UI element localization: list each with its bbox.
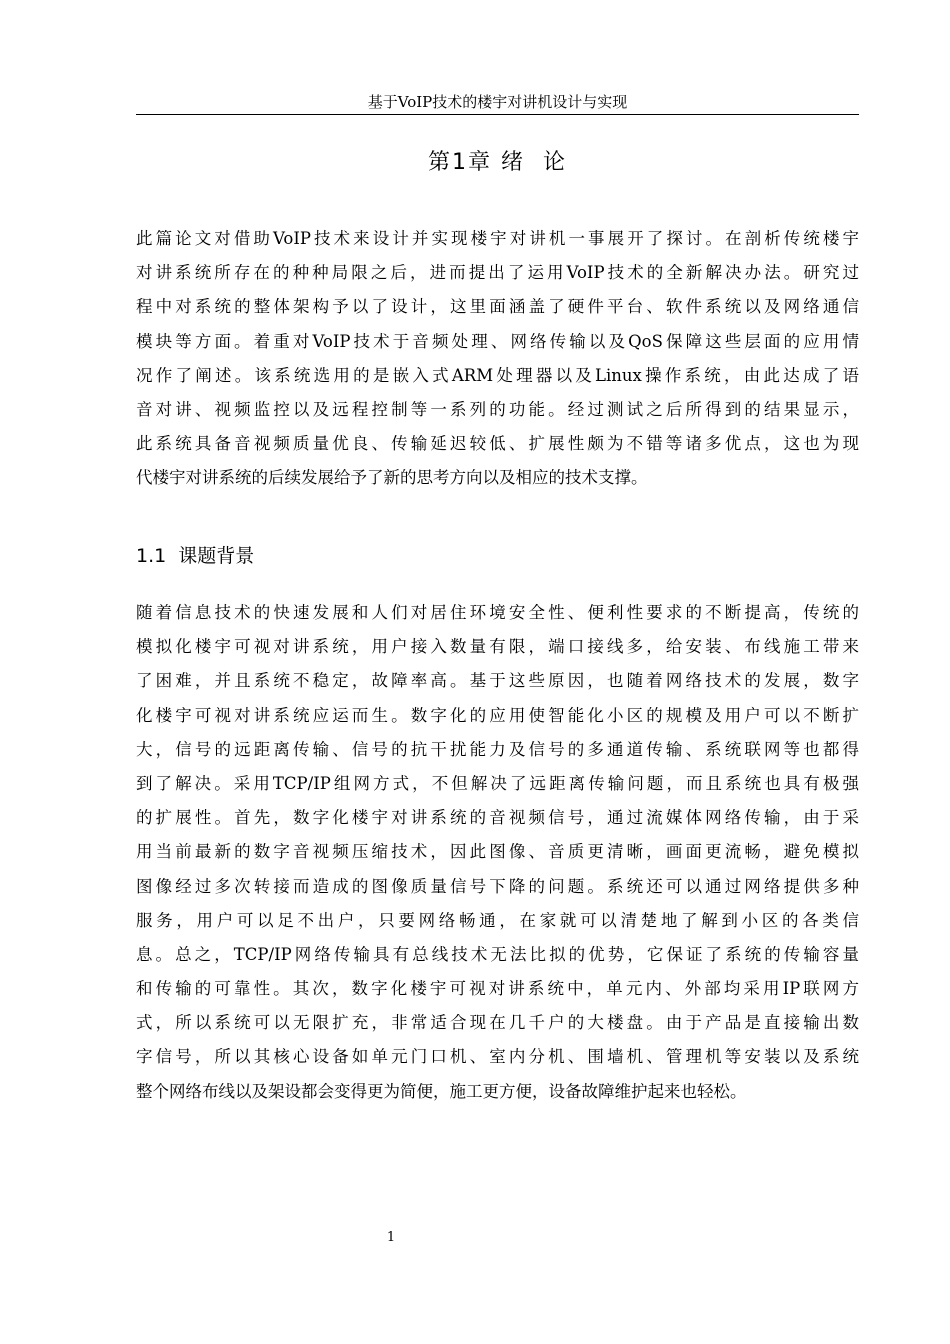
background-line: 化楼宇可视对讲系统应运而生。数字化的应用使智能化小区的规模及用户可以不断扩 (136, 705, 859, 725)
background-line: 式，所以系统可以无限扩充，非常适合现在几千户的大楼盘。由于产品是直接输出数 (136, 1013, 859, 1033)
background-line: 随着信息技术的快速发展和人们对居住环境安全性、便利性要求的不断提高，传统的 (136, 603, 859, 622)
background-line: 字信号，所以其核心设备如单元门口机、室内分机、围墙机、管理机等安装以及系统 (136, 1047, 859, 1067)
background-line: 到了解决。采用TCP/IP组网方式，不但解决了远距离传输问题，而且系统也具有极强 (136, 773, 859, 793)
background-line: 大，信号的远距离传输、信号的抗干扰能力及信号的多通道传输、系统联网等也都得 (136, 739, 859, 759)
intro-line: 此系统具备音视频质量优良、传输延迟较低、扩展性颇为不错等诸多优点，这也为现 (136, 434, 859, 454)
page-number: 1 (386, 1230, 396, 1245)
intro-paragraph (136, 222, 859, 496)
background-line: 图像经过多次转接而造成的图像质量信号下降的问题。系统还可以通过网络提供多种 (136, 876, 859, 896)
intro-line: 代楼宇对讲系统的后续发展给予了新的思考方向以及相应的技术支撑。 (136, 468, 648, 488)
background-line: 的扩展性。首先，数字化楼宇对讲系统的音视频信号，通过流媒体网络传输，由于采 (136, 808, 859, 828)
intro-line: 程中对系统的整体架构予以了设计，这里面涵盖了硬件平台、软件系统以及网络通信 (136, 297, 859, 317)
intro-line: 此篇论文对借助VoIP技术来设计并实现楼宇对讲机一事展开了探讨。在剖析传统楼宇 (136, 229, 859, 248)
background-line: 息。总之，TCP/IP网络传输具有总线技术无法比拟的优势，它保证了系统的传输容量 (136, 944, 859, 964)
background-line: 服务，用户可以足不出户，只要网络畅通，在家就可以清楚地了解到小区的各类信 (136, 910, 859, 930)
background-line: 用当前最新的数字音视频压缩技术，因此图像、音质更清晰，画面更流畅，避免模拟 (136, 842, 859, 862)
background-line: 模拟化楼宇可视对讲系统，用户接入数量有限，端口接线多，给安装、布线施工带来 (136, 637, 859, 657)
header-rule (136, 114, 859, 115)
section-heading-1-1: 1.1 课题背景 (136, 545, 255, 567)
intro-line: 模块等方面。着重对VoIP技术于音频处理、网络传输以及QoS保障这些层面的应用情 (136, 331, 859, 351)
intro-line: 况作了阐述。该系统选用的是嵌入式ARM处理器以及Linux操作系统，由此达成了语 (136, 365, 859, 385)
chapter-title: 第1章 绪 论 (428, 150, 567, 175)
background-line: 和传输的可靠性。其次，数字化楼宇可视对讲系统中，单元内、外部均采用IP联网方 (136, 979, 859, 999)
intro-line: 音对讲、视频监控以及远程控制等一系列的功能。经过测试之后所得到的结果显示， (136, 399, 859, 419)
background-line: 整个网络布线以及架设都会变得更为简便，施工更方便，设备故障维护起来也轻松。 (136, 1081, 747, 1101)
background-paragraph (136, 596, 859, 1109)
intro-line: 对讲系统所存在的种种局限之后，进而提出了运用VoIP技术的全新解决办法。研究过 (136, 263, 859, 283)
background-line: 了困难，并且系统不稳定，故障率高。基于这些原因，也随着网络技术的发展，数字 (136, 671, 859, 691)
running-header: 基于VoIP技术的楼宇对讲机设计与实现 (367, 93, 628, 111)
